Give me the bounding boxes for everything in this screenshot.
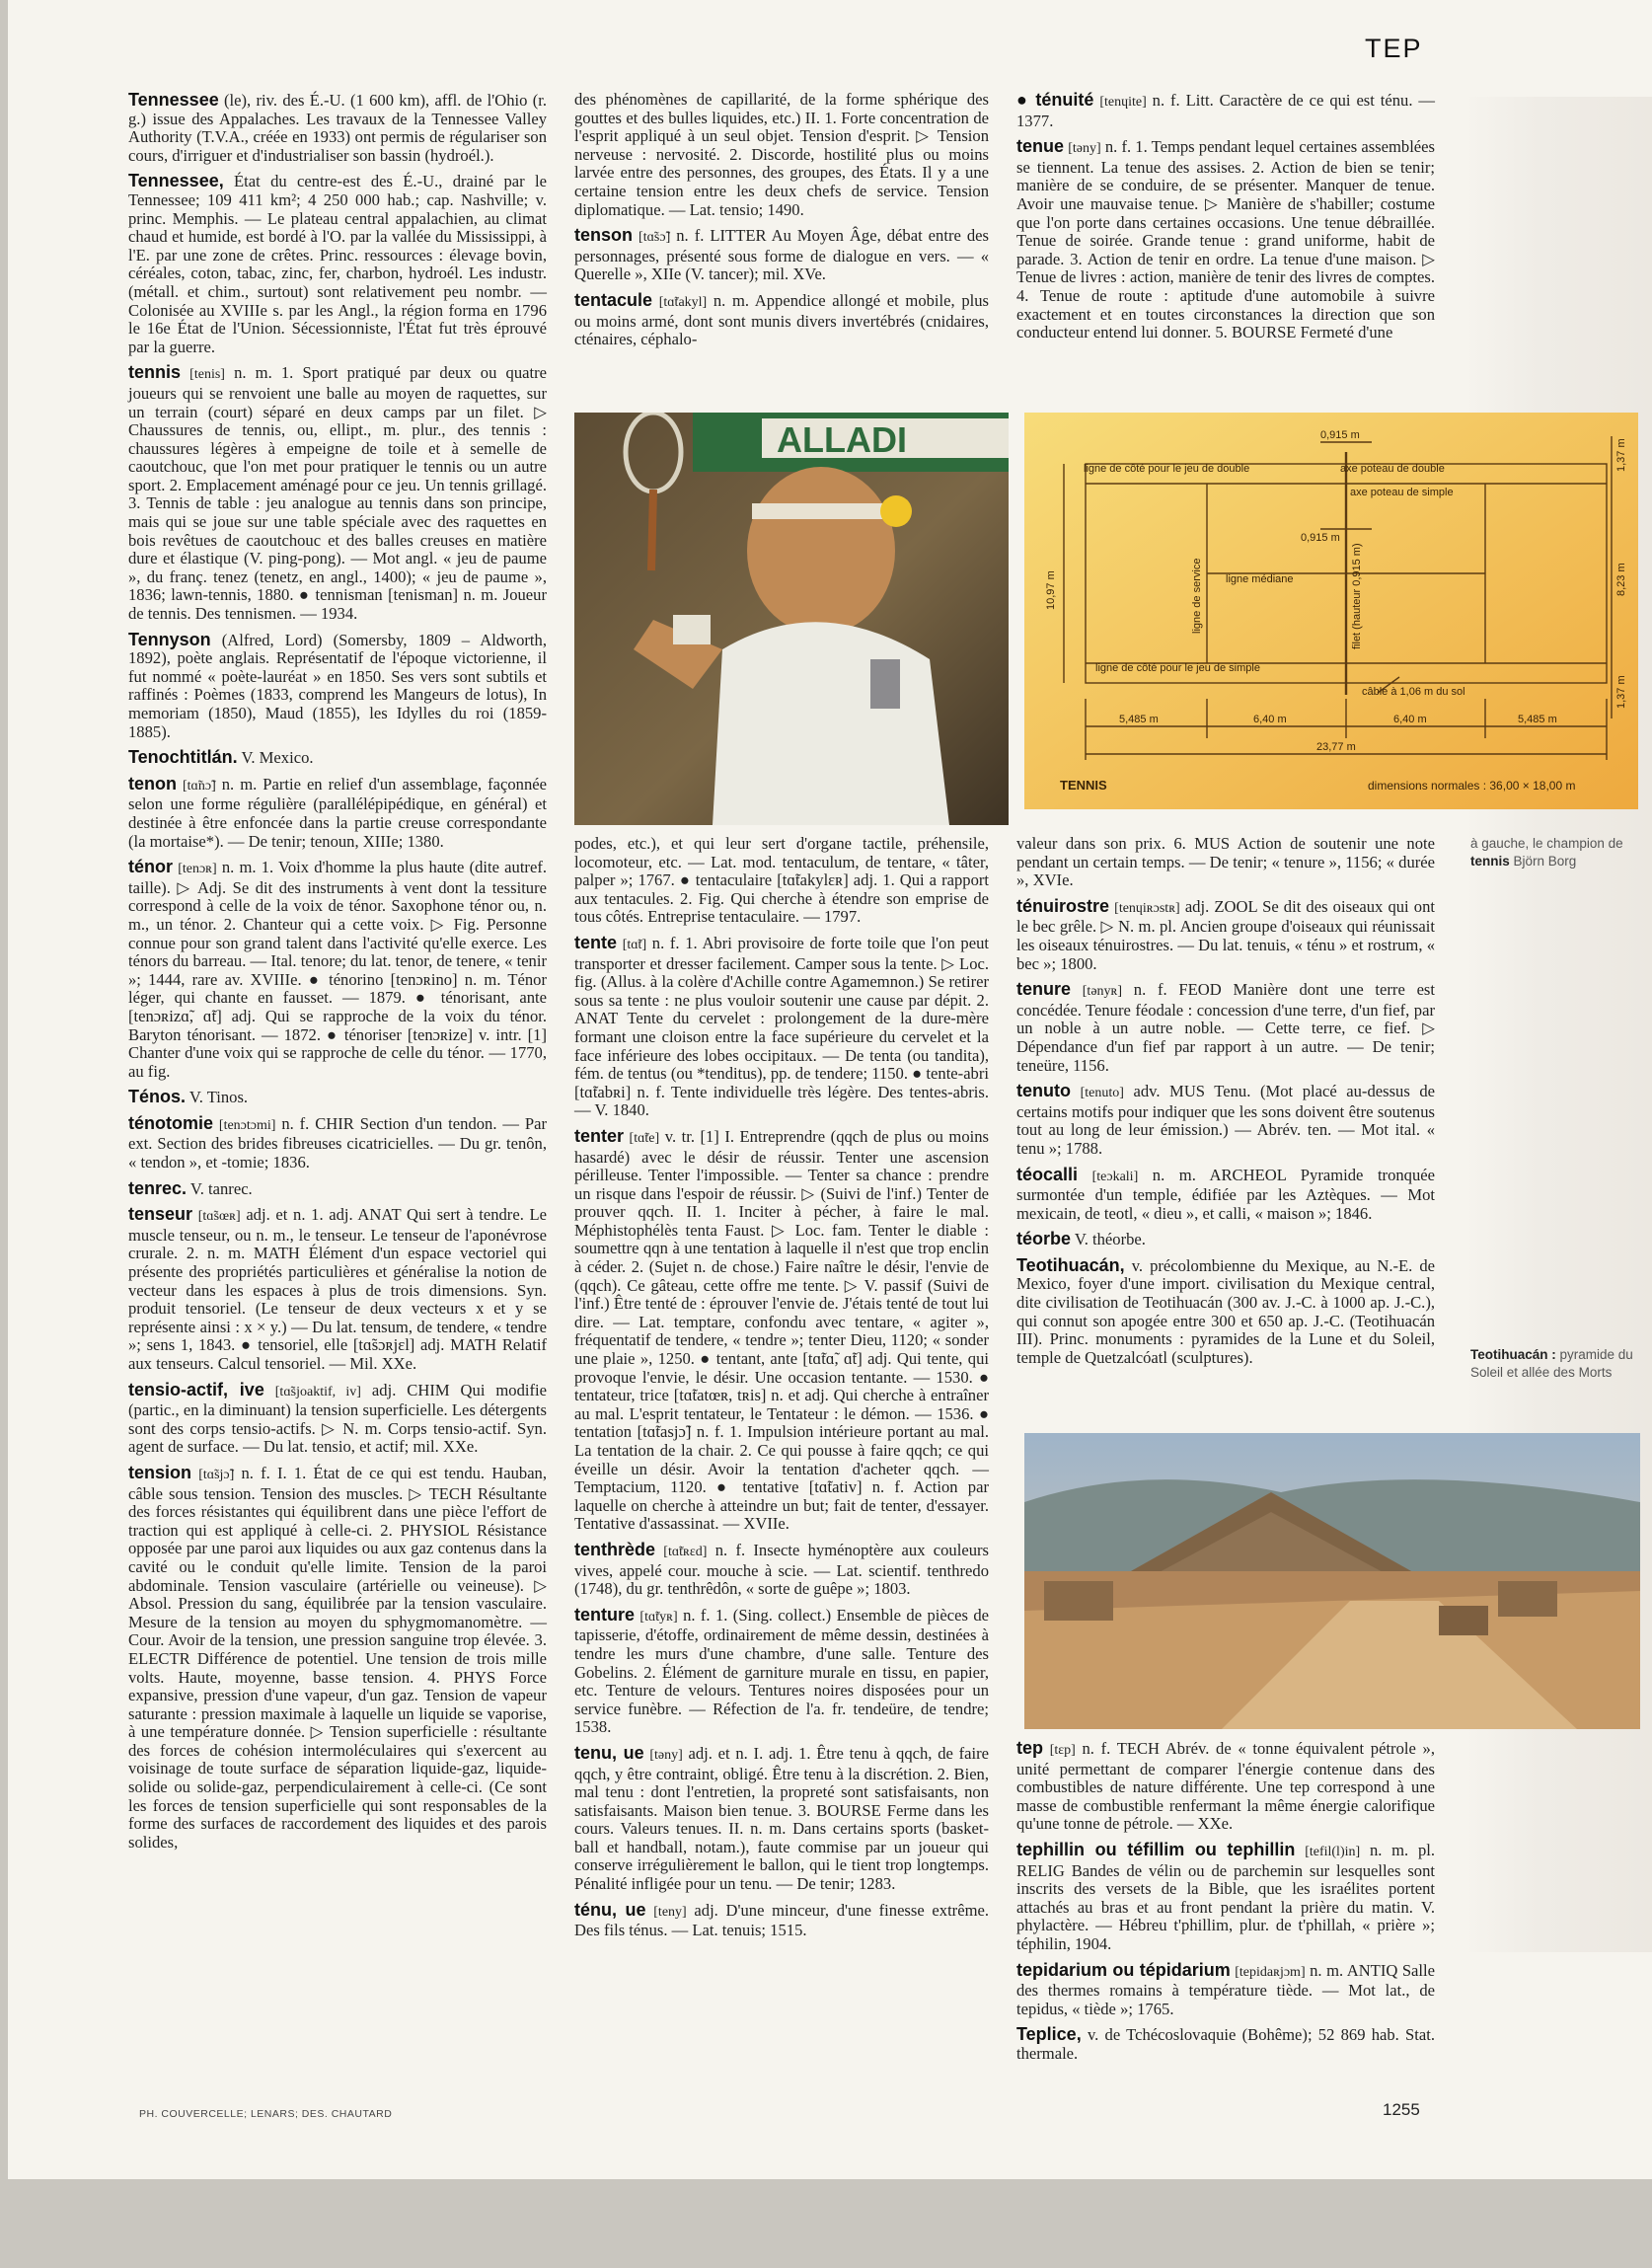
label-double: ligne de côté pour le jeu de double	[1084, 463, 1250, 475]
entry-headword: tenrec.	[128, 1177, 188, 1198]
label-simple: ligne de côté pour le jeu de simple	[1095, 662, 1260, 674]
tennis-photo-caption: à gauche, le champion de tennis Björn Borg	[1470, 836, 1623, 869]
tennis-player-photo	[574, 413, 1009, 825]
entry-headword: Ténos.	[128, 1087, 187, 1107]
entry-definition: n. f. LITTER Au Moyen Âge, débat entre des personnages, présenté sous forme de dialogue en vers. — « Querelle », XIIe (V. tancer); mil. XVe.	[574, 226, 989, 284]
entry-phonetic: [tefil(l)in]	[1305, 1844, 1361, 1859]
entry-headword: tenue	[1016, 136, 1065, 157]
entry-phonetic: [tenɥiʀɔstʀ]	[1114, 900, 1180, 916]
entry-phonetic: [tɑ̃tyʀ]	[639, 1609, 678, 1625]
entry-headword: tennis	[128, 362, 182, 383]
running-head: TEP	[1365, 34, 1423, 63]
entry-definition: (le), riv. des É.-U. (1 600 km), affl. de l'Ohio (r. g.) issue des Appalaches. Les travaux de la Tennessee Valley Authority (T.V.A., créée en 1933) ont permis de régulariser son cours, d'irriguer et d'industrialiser son bassin (hydroél.).	[128, 91, 547, 165]
entry-headword: téocalli	[1016, 1164, 1079, 1184]
column-2-top	[574, 91, 989, 356]
entry-headword: tenson	[574, 225, 634, 246]
entry-definition: n. m. ARCHEOL Pyramide tronquée surmontée d'un temple, édifiée par les Aztèques. — Mot mexicain, de teotl, « dieu », et calli, « maison »; 1846.	[1016, 1165, 1435, 1223]
teotihuacan-caption: Teotihuacán : pyramide du Soleil et allée des Morts	[1470, 1347, 1633, 1380]
entry-definition: n. f. Insecte hyménoptère aux couleurs vives, appelé cour. mouche à scie. — Lat. scientif. tenthredo (1748), du gr. tenthrêdôn, « sorte de guêpe »; 1803.	[574, 1540, 989, 1599]
dim-seg4: 5,485 m	[1518, 714, 1557, 725]
entry-headword: tenon	[128, 773, 177, 794]
column-3-top	[1016, 91, 1435, 349]
entry-definition: adj. et n. I. adj. 1. Être tenu à qqch, de faire qqch, y être contraint, obligé. Être tenu à la discrétion. 2. Bien, mal tenu : dont l'entretien, la propreté sont satisfaisants, non satisfaisants. Maison bien tenue. 3. BOURSE Ferme dans les cours. Valeurs tenues. II. n. m. Dans certains sports (basket-ball et handball, notam.), faute commise par un joueur qui conserve irrégulièrement le ballon, qui le tient trop longtemps. Pénalité infligée pour un tenu. — De tenir; 1283.	[574, 1743, 989, 1894]
label-axe-double: axe poteau de double	[1340, 463, 1445, 475]
dictionary-entry	[1016, 1841, 1435, 1954]
entry-headword: Tennessee,	[128, 171, 224, 191]
dim-corner-bottom: 1,37 m	[1615, 675, 1627, 709]
entry-headword: Tennyson	[128, 629, 211, 649]
dictionary-entry	[128, 1114, 547, 1172]
entry-definition: n. f. 1. Abri provisoire de forte toile que l'on peut transporter et dresser facilement. Camper sous la tente. ▷ Loc. fig. (Allus. à la colère d'Achille contre Agamemnon.) Se retirer sous sa tente : ne plus vouloir soutenir une cause par dépit. 2. ANAT Tente du cervelet : prolongement de la dure-mère formant une cloison entre la face supérieure du cervelet et la face inférieure des lobes occipitaux. — De tenta (ou tandita), fém. de tentus (ou *tenditus), pp. de tendere; 1150. ● tente-abri [tɑ̃tabʀi] n. f. Tente individuelle très légère. Des tentes-abris. — V. 1840.	[574, 933, 989, 1120]
entry-headword: Tenochtitlán.	[128, 747, 238, 768]
column-3-bottom	[1016, 1739, 1435, 2071]
label-service: ligne de service	[1191, 558, 1203, 634]
entry-phonetic: [tenɥite]	[1099, 95, 1147, 110]
entry-definition: v. précolombienne du Mexique, au N.-E. de Mexico, foyer d'une import. civilisation du Mexique central, dite civilisation de Teotihuacán (300 av. J.-C. à 1000 ap. J.-C.), qui connut son apogée entre 300 et 650 ap. J.-C. (Teotihuacán III). Princ. monuments : pyramides de la Lune et du Soleil, temple de Quetzalcóatl (sculptures).	[1016, 1255, 1435, 1367]
entry-definition: n. f. FEOD Manière dont une terre est concédée. Tenure féodale : concession d'une terre, d'un fief, par un noble à un autre noble. — Cette terre, ce fief. ▷ Dépendance d'un fief par rapport à un autre. — De tenir; teneüre, 1156.	[1016, 980, 1435, 1075]
entry-definition: V. Tinos.	[188, 1088, 249, 1107]
dim-top: 0,915 m	[1320, 429, 1360, 441]
dictionary-entry	[128, 775, 547, 851]
entry-headword: tenseur	[128, 1204, 193, 1225]
entry-headword: Teotihuacán,	[1016, 1254, 1125, 1275]
entry-definition: n. f. TECH Abrév. de « tonne équivalent pétrole », unité permettant de comparer l'énergie contenue dans des combustibles de nature différente. Une tep correspond à une masse de combustible renfermant la même énergie calorifique qu'une tonne de pétrole. — XXe.	[1016, 1739, 1435, 1834]
dictionary-entry	[1016, 1082, 1435, 1158]
entry-definition: n. m. 1. Voix d'homme la plus haute (dite autref. taille). ▷ Adj. Se dit des instruments à vent dont la tessiture correspond à celle de la voix de ténor. Saxophone ténor ou, n. m., un ténor. 2. Chanteur qui a cette voix. ▷ Fig. Personne connue pour son grand talent dans l'activité qu'elle exerce. Les ténors du barreau. — Ital. tenore; du lat. tenor, de tenere, « tenir »; 1444, rare av. XVIIIe. ● ténorino [tenɔʀino] n. m. Ténor léger, qui chante en fausset. — 1879. ● ténorisant, ante [tenɔʀizɑ̃, ɑ̃t] adj. Qui se rapproche de la voix du ténor. Baryton ténorisant. — 1872. ● ténoriser [tenɔʀize] v. intr. [1] Chanter d'une voix qui se rapproche de celle du ténor. — 1770, au fig.	[128, 858, 547, 1081]
entry-definition: des phénomènes de capillarité, de la forme sphérique des gouttes et des bulles liquides, etc.) II. 1. Forte concentration de l'esprit appliqué à un seul objet. Tension d'esprit. ▷ Tension nerveuse : nervosité. 2. Discorde, hostilité plus ou moins larvée entre des personnes, des groupes, des États. Il y a une certaine tension entre les deux chefs de service. Tension diplomatique. — Lat. tensio; 1490.	[574, 90, 989, 219]
entry-headword: ténor	[128, 857, 173, 877]
entry-definition: n. f. 1. (Sing. collect.) Ensemble de pièces de tapisserie, d'étoffe, ordinairement de même dessin, destinées à tendre les murs d'une chambre, d'une salle. Tenture des Gobelins. 2. Élément de garniture murale en tissu, en papier, etc. Tenture de velours. Tentures noires disposées pour un service funèbre. — Réfection de l'a. fr. tendeüre, de tendre; 1538.	[574, 1605, 989, 1737]
entry-definition: n. m. ANTIQ Salle des thermes romains à température tiède. — Mot lat., de tepidus, « tiède »; 1765.	[1016, 1960, 1436, 2018]
dim-total: 23,77 m	[1316, 741, 1356, 753]
entry-definition: v. tr. [1] I. Entreprendre (qqch de plus ou moins hasardé) avec le désir de réussir. Tenter une ascension périlleuse. Tenter l'impossible. — Tenter sa chance : prendre un risque dans l'espoir de réussir. ▷ (Suivi de l'inf.) Tenter de prouver qqch. II. 1. Inciter à pécher, à faire le mal. Méphistophélès tenta Faust. ▷ Loc. fam. Tenter le diable : soumettre qqn à une tentation à laquelle il n'est que trop enclin à céder. 2. (Sujet n. de chose.) Faire naître le désir, l'envie de (qqch). Ce gâteau, cette offre me tente. ▷ V. passif (Suivi de l'inf.) Être tenté de : éprouver l'envie de. J'étais tenté de tout lui dire. — Lat. temptare, confondu avec tentare, « agiter », fréquentatif de tendere, « tendre »; tenter Dieu, 1120; « sonder une plaie », 1250. ● tentant, ante [tɑ̃tɑ̃, ɑ̃t] adj. Qui tente, qui provoque l'envie, le désir. Une occasion tentante. — 1530. ● tentateur, trice [tɑ̃tatœʀ, tʀis] n. et adj. Qui cherche à entraîner au mal. L'esprit tentateur, le Tentateur : le démon. — 1536. ● tentation [tɑ̃tasjɔ̃] n. f. 1. Impulsion intérieure portant au mal. La tentation de la chair. 2. Ce qui pousse à faire qqch; ce qui éveille un désir. Avoir la tentation d'acheter qqch. — Temptacium, 1120. ● tentative [tɑ̃tativ] n. f. Action par laquelle on cherche à atteindre un but; fait de tenter, d'essayer. Tentative d'assassinat. — XVIIe.	[574, 1126, 989, 1534]
entry-phonetic: [teny]	[653, 1904, 687, 1920]
entry-phonetic: [tenis]	[189, 367, 225, 383]
dictionary-entry	[574, 1901, 989, 1940]
dictionary-entry	[574, 835, 989, 927]
entry-phonetic: [tenɔʀ]	[178, 862, 217, 877]
dim-width: 10,97 m	[1045, 570, 1057, 610]
dictionary-page	[8, 0, 1652, 2179]
dim-seg1: 5,485 m	[1119, 714, 1159, 725]
column-2-bottom	[574, 835, 989, 1947]
dictionary-entry	[574, 1744, 989, 1894]
entry-definition: podes, etc.), et qui leur sert d'organe tactile, préhensile, locomoteur, etc. — Lat. mod. tentaculum, de tentare, « tâter, palper »; 1767. ● tentaculaire [tɑ̃takylɛʀ] adj. 1. Qui a rapport aux tentacules. 2. Fig. Qui cherche à étendre son emprise de tous côtés. Entreprise tentaculaire. — 1797.	[574, 834, 989, 927]
entry-headword: tenture	[574, 1604, 636, 1625]
entry-definition: n. f. CHIR Section d'un tendon. — Par ext. Section des brides fibreuses cicatricielles. — Du gr. tenôn, « tendon », et -tomie; 1836.	[128, 1113, 547, 1172]
dim-mid: 0,915 m	[1301, 532, 1340, 544]
entry-headword: tephillin ou téfillim ou tephillin	[1016, 1839, 1296, 1859]
entry-phonetic: [tɑ̃t]	[622, 937, 647, 952]
entry-definition: V. théorbe.	[1074, 1230, 1146, 1249]
dictionary-entry	[128, 91, 547, 165]
entry-definition: n. m. pl. RELIG Bandes de vélin ou de parchemin sur lesquelles sont inscrits des versets de la Bible, que les israélites portent attachés au bras et au front pendant la prière du matin. V. phylactère. — Hébreu t'phillim, plur. de t'phillah, « prière »; téphilin, 1904.	[1016, 1840, 1436, 1953]
dictionary-entry	[1016, 2025, 1435, 2063]
dim-seg3: 6,40 m	[1393, 714, 1427, 725]
teotihuacan-photo	[1024, 1433, 1640, 1729]
entry-definition: n. m. Appendice allongé et mobile, plus ou moins armé, dont sont munis divers invertébrés (cnidaires, cténaires, céphalo-	[574, 290, 989, 349]
label-cable: câble à 1,06 m du sol	[1362, 686, 1465, 698]
entry-phonetic: [təny]	[1068, 141, 1101, 157]
label-mediane: ligne médiane	[1226, 573, 1294, 585]
entry-definition: V. tanrec.	[189, 1178, 253, 1198]
entry-definition: n. f. 1. Temps pendant lequel certaines assemblées se tiennent. La tenue des assises. 2. Action de bien se tenir; manière de se conduire, de se présenter. Manquer de tenue. Avoir une mauvaise tenue. ▷ Manière de s'habiller; costume que l'on porte dans certaines occasions. Une tenue débraillée. Tenue de soirée. Grande tenue : grand uniforme, habit de parade. 3. Action de tenir en ordre. La tenue d'une maison. ▷ Tenue de livres : action, manière de tenir des livres de comptes. 4. Tenue de route : aptitude d'une automobile à suivre exactement et en toutes circonstances la direction que son conducteur entend lui donner. 5. BOURSE Fermeté d'une	[1016, 137, 1435, 342]
svg-text:ALLADI: ALLADI	[777, 419, 907, 460]
entry-definition: (Alfred, Lord) (Somersby, 1809 – Aldworth, 1892), poète anglais. Représentatif de l'époque victorienne, il fut nommé « poète-lauréat » en 1850. Ses vers sont subtils et raffinés : Poèmes (1833, comprend les Mangeurs de lotus), In memoriam (1850), Maud (1855), les Idylles du roi (1859-1885).	[128, 630, 547, 741]
entry-definition: adj. ZOOL Se dit des oiseaux qui ont le bec grêle. ▷ N. m. pl. Ancien groupe d'oiseaux qui réunissait les oiseaux ténuirostres. — Du lat. tenuis, « ténu » et rostrum, « bec »; 1800.	[1016, 896, 1435, 973]
dictionary-entry	[574, 934, 989, 1120]
dictionary-entry	[128, 172, 547, 356]
photo-credit: PH. COUVERCELLE; LENARS; DES. CHAUTARD	[139, 2108, 393, 2120]
entry-headword: tentacule	[574, 289, 653, 310]
entry-headword: Tennessee	[128, 90, 219, 110]
dictionary-entry	[574, 1541, 989, 1599]
dictionary-entry	[128, 748, 547, 768]
entry-phonetic: [tenuto]	[1080, 1086, 1124, 1101]
dictionary-entry	[1016, 1230, 1435, 1249]
tennis-court-diagram	[1024, 413, 1638, 809]
dictionary-entry	[1016, 91, 1435, 130]
entry-headword: ténu, ue	[574, 1899, 646, 1920]
label-axe-simple: axe poteau de simple	[1350, 487, 1454, 498]
dictionary-entry	[574, 226, 989, 284]
entry-phonetic: [teɔkali]	[1091, 1169, 1139, 1184]
entry-phonetic: [tɑ̃sɔ̃]	[638, 230, 671, 246]
entry-headword: Teplice,	[1016, 2024, 1082, 2045]
entry-headword: tenter	[574, 1125, 625, 1146]
entry-definition: adj. CHIM Qui modifie (partic., en la diminuant) la tension superficielle. Les détergents sont des corps tensio-actifs. ▷ N. m. Corps tensio-actif. Syn. agent de surface. — Du lat. tensio, et actif; mil. XXe.	[128, 1380, 547, 1457]
dictionary-entry	[1016, 1256, 1435, 1368]
entry-phonetic: [tɑ̃sjoaktif, iv]	[274, 1384, 361, 1399]
dictionary-entry	[1016, 1166, 1435, 1224]
dim-right: 8,23 m	[1615, 563, 1627, 596]
entry-phonetic: [tɑ̃takyl]	[658, 294, 708, 310]
entry-phonetic: [tenɔtɔmi]	[218, 1117, 276, 1133]
dim-corner-top: 1,37 m	[1615, 438, 1627, 472]
dictionary-entry	[1016, 835, 1435, 890]
entry-headword: téorbe	[1016, 1229, 1072, 1249]
entry-definition: adj. et n. 1. adj. ANAT Qui sert à tendre. Le muscle tenseur, ou n. m., le tenseur. Le tenseur de l'aponévrose crurale. 2. n. m. MATH Élément d'un espace vectoriel qui présente des propriétés particulières et généralise la notion de vecteur dans les espaces à plus de trois dimensions. Syn. produit tensoriel. (Le tenseur de deux vecteurs x et y se représente ainsi : x × y.) — Du lat. tensum, de tendere, « tendre »; sens 1, 1843. ● tensoriel, elle [tɑ̃sɔʀjɛl] adj. MATH Relatif aux tenseurs. Calcul tensoriel. — Mil. XXe.	[128, 1205, 548, 1373]
entry-headword: tenure	[1016, 979, 1072, 1000]
diagram-title: TENNIS	[1060, 778, 1107, 793]
entry-definition: V. Mexico.	[241, 748, 314, 768]
dictionary-entry	[128, 363, 547, 623]
dictionary-entry	[1016, 1961, 1435, 2019]
entry-headword: tente	[574, 932, 618, 952]
dictionary-entry	[574, 91, 989, 219]
entry-phonetic: [tɑ̃te]	[629, 1130, 660, 1146]
column-3-middle	[1016, 835, 1435, 1374]
entry-headword: ● ténuité	[1016, 90, 1094, 110]
entry-headword: tensio-actif, ive	[128, 1379, 264, 1399]
dictionary-entry	[128, 1381, 547, 1457]
entry-phonetic: [tɑ̃tʀɛd]	[663, 1544, 708, 1559]
diagram-dimensions-note: dimensions normales : 36,00 × 18,00 m	[1368, 779, 1576, 793]
entry-headword: tenu, ue	[574, 1742, 644, 1763]
dictionary-entry	[128, 858, 547, 1081]
entry-phonetic: [tənyʀ]	[1082, 984, 1123, 1000]
dim-seg2: 6,40 m	[1253, 714, 1287, 725]
label-filet: filet (hauteur 0,915 m)	[1351, 543, 1363, 649]
dictionary-entry	[128, 631, 547, 742]
dictionary-entry	[574, 1606, 989, 1737]
entry-headword: tenthrède	[574, 1539, 656, 1559]
dictionary-entry	[128, 1088, 547, 1107]
dictionary-entry	[1016, 897, 1435, 973]
dictionary-entry	[574, 291, 989, 349]
entry-headword: ténuirostre	[1016, 895, 1110, 916]
dictionary-entry	[1016, 1739, 1435, 1834]
entry-headword: tension	[128, 1462, 192, 1482]
entry-phonetic: [tɛp]	[1049, 1743, 1076, 1758]
dictionary-entry	[128, 1205, 547, 1373]
entry-headword: tenuto	[1016, 1081, 1071, 1101]
dictionary-entry	[574, 1127, 989, 1534]
entry-definition: adv. MUS Tenu. (Mot placé au-dessus de certains motifs pour indiquer que les sons doivent être soutenus tout au long de leur émission.) — Abrév. ten. — Mot ital. « tenu »; 1788.	[1016, 1082, 1436, 1158]
entry-phonetic: [tepidaʀjɔm]	[1235, 1964, 1306, 1980]
entry-phonetic: [tɑ̃sjɔ̃]	[198, 1467, 235, 1482]
dictionary-entry	[128, 1179, 547, 1199]
entry-definition: n. m. Partie en relief d'un assemblage, façonnée selon une forme régulière (parallélépipédique, en général) et destinée à être enfoncée dans la partie creuse correspondante (la mortaise*). — De tenir; tenoun, XIIIe; 1380.	[128, 774, 547, 851]
dictionary-entry	[1016, 137, 1435, 342]
dictionary-entry	[1016, 980, 1435, 1075]
entry-phonetic: [tɑ̃sœʀ]	[197, 1209, 241, 1225]
dictionary-entry	[128, 1464, 547, 1852]
entry-phonetic: [tɑ̃nɔ̃]	[183, 778, 216, 794]
entry-headword: ténotomie	[128, 1112, 214, 1133]
page-number: 1255	[1383, 2100, 1420, 2119]
entry-definition: État du centre-est des É.-U., drainé par le Tennessee; 109 411 km²; 4 250 000 hab.; cap. Nashville; v. princ. Memphis. — Le plateau central appalachien, au climat chaud et humide, est bordé à l'O. par la vallée du Mississippi, à l'E. par une zone de crêtes. Princ. ressources : élevage bovin, céréales, coton, tabac, zinc, fer, charbon, hydroél. Les industr. (métall. et chim., surtout) sont relativement peu nombr. — Colonisée au XVIIIe s. par les Angl., la région forma en 1796 le 16e État de l'Union. Sécessionniste, l'État fut très éprouvé par la guerre.	[128, 172, 547, 356]
entry-definition: n. f. Litt. Caractère de ce qui est ténu. — 1377.	[1016, 91, 1436, 130]
entry-definition: adj. D'une minceur, d'une finesse extrême. Des fils ténus. — Lat. tenuis; 1515.	[574, 1900, 989, 1940]
entry-definition: n. f. I. 1. État de ce qui est tendu. Hauban, câble sous tension. Tension des muscles. ▷ TECH Résultante des forces résistantes qui équilibrent dans une pièce l'effort de traction qui est appliqué à celle-ci. 2. PHYSIOL Résistance opposée par une paroi aux liquides ou aux gaz contenus dans la cavité ou le conduit qu'elle limite. Tension de la paroi abdominale. Tension vasculaire (artérielle ou veineuse). ▷ Absol. Pression du sang, équilibrée par la tension vasculaire. Mesure de la tension au moyen du sphygmomanomètre. — Cour. Avoir de la tension, une pression sanguine trop élevée. 3. ELECTR Différence de potentiel. Une tension de trois mille volts. Haute, moyenne, basse tension. 4. PHYS Force expansive, pression d'une vapeur, d'un gaz. Tension de vapeur saturante : pression maximale à laquelle un liquide se vaporise, à une température donnée. ▷ Tension superficielle : résultante des forces de cohésion intermoléculaires qui s'exercent au voisinage de toute surface de séparation liquide-gaz, liquide-solide ou solide-gaz, perpendiculairement à celle-ci. (Ce sont les forces de tension superficielle qui sont responsables de la forme des surfaces de raccordement des liquides et des parois solides,	[128, 1463, 547, 1852]
entry-definition: n. m. 1. Sport pratiqué par deux ou quatre joueurs qui se renvoient une balle au moyen de raquettes, sur un terrain (court) séparé en deux camps par un filet. ▷ Chaussures de tennis, ou, ellipt., m. plur., des tennis : chaussures légères à empeigne de toile et à semelle de caoutchouc, que l'on met pour pratiquer le tennis ou un autre sport. 2. Emplacement aménagé pour ce jeu. Un tennis grillagé. 3. Tennis de table : jeu analogue au tennis dans son principe, mais qui se joue sur une table spéciale avec des raquettes en bois revêtues de caoutchouc et des balles creuses en matière dure et élastique (V. ping-pong). — Mot angl. « jeu de paume », du franç. tenez (tenetz, en angl., 1400); « jeu de paume », 1836; lawn-tennis, 1880. ● tennisman [tenisman] n. m. Joueur de tennis. Des tennismen. — 1934.	[128, 363, 548, 624]
entry-definition: valeur dans son prix. 6. MUS Action de soutenir une note pendant un certain temps. — De tenir; « tenure », 1156; « durée », XVIe.	[1016, 834, 1435, 890]
entry-headword: tepidarium ou tépidarium	[1016, 1959, 1231, 1980]
entry-phonetic: [təny]	[649, 1747, 683, 1763]
entry-definition: v. de Tchécoslovaquie (Bohême); 52 869 hab. Stat. thermale.	[1016, 2025, 1436, 2063]
entry-headword: tep	[1016, 1738, 1043, 1758]
column-1	[128, 91, 547, 1858]
